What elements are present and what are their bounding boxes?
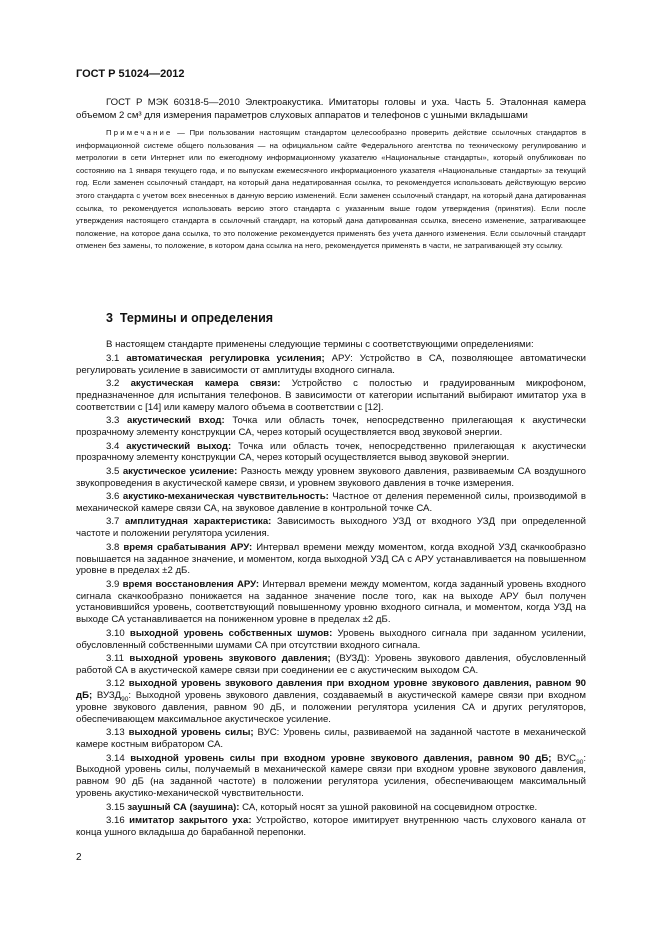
- term-number: 3.4: [106, 440, 120, 452]
- term-definition: [76, 653, 586, 677]
- term-name: время восстановления АРУ:: [122, 578, 260, 590]
- term-text: Точка или область точек, непосредственно прилегающая к акустически прозрачному элементу конструкции СА, через который осуществляется вывод звуковой энергии.: [76, 440, 586, 464]
- term-name: заушный СА (заушина):: [127, 801, 240, 813]
- term-name: выходной уровень собственных шумов:: [129, 627, 333, 639]
- term-name: имитатор закрытого уха:: [129, 814, 252, 826]
- term-definition: [76, 491, 586, 515]
- term-name: акустический вход:: [127, 415, 225, 427]
- term-name: амплитудная характеристика:: [124, 516, 272, 528]
- term-definition: [76, 727, 586, 751]
- term-name: акустический выход:: [126, 440, 232, 452]
- term-text: Уровень выходного сигнала при заданном усилении, обусловленный собственными шумами СА при отсутствии входного сигнала.: [76, 627, 587, 651]
- term-number: 3.12: [106, 678, 125, 690]
- term-subscript: 90: [576, 758, 584, 766]
- term-definition: [76, 802, 586, 814]
- term-name: выходной уровень звукового давления при входном уровне звукового давления, равном 90 дБ;: [76, 678, 586, 702]
- term-text: Интервал времени между моментом, когда входной УЗД скачкообразно повышается на заданное значение, и моментом, когда выходной УЗД СА с АРУ устанавливается на повышенном уровне в пределах ±2 дБ.: [76, 541, 586, 577]
- term-definition: [76, 378, 586, 414]
- term-number: 3.2: [106, 378, 120, 390]
- term-name: время срабатывания АРУ:: [123, 541, 253, 553]
- term-number: 3.10: [106, 627, 125, 639]
- term-number: 3.13: [106, 727, 125, 739]
- term-number: 3.3: [106, 415, 120, 427]
- term-text-cont: : Выходной уровень звукового давления, создаваемый в акустической камере связи при входном уровне звукового давления, равном 90 дБ, и положении регулятора усиления СА и других регуляторов, обеспечивающем максимальное акустическое усиление.: [76, 690, 586, 725]
- term-number: 3.11: [106, 653, 124, 665]
- term-definition: [76, 415, 586, 439]
- term-subscript: 90: [121, 696, 129, 704]
- term-text: ВУС: Уровень силы, развиваемой на заданной частоте в механической камере костным вибратором СА.: [76, 727, 587, 751]
- term-definition: [76, 542, 586, 578]
- term-text: Точка или область точек, непосредственно прилегающая к акустически прозрачному элементу конструкции СА, через который осуществляется ввод звуковой энергии.: [76, 415, 586, 439]
- term-text: Интервал времени между моментом, когда заданный уровень входного сигнала скачкообразно понижается на заданное значение после того, как на выходе АРУ был получен установившийся уровень, соответствующий повышенному уровню входного сигнала, и моментом, когда УЗД на выходе СА устанавливается на пониженном уровне в пределах ±2 дБ.: [76, 578, 587, 626]
- term-definition: [76, 516, 586, 540]
- term-definition: [76, 441, 586, 465]
- term-number: 3.9: [106, 578, 120, 590]
- running-header: ГОСТ Р 51024—2012: [76, 68, 185, 80]
- term-number: 3.14: [106, 752, 125, 764]
- term-name: акустическая камера связи:: [130, 378, 281, 390]
- term-text: Устройство с полостью и градуированным микрофоном, предназначенное для испытания телефонов. В зависимости от категории испытаний выбирают имитатор уха в соответствии с [14] или камеру малого объема в соответствии с [12].: [76, 378, 586, 413]
- term-definition: [76, 579, 586, 626]
- term-number: 3.7: [106, 516, 120, 528]
- term-text: ВУС: [551, 752, 577, 764]
- term-text: АРУ: Устройство в СА, позволяющее автоматически регулировать усиление в зависимости от амплитуды входного сигнала.: [76, 352, 587, 376]
- term-definition: [76, 466, 586, 490]
- term-text-cont: : Выходной уровень силы, получаемый в механической камере связи при входном уровне звукового давления, равном 90 дБ (на заданной частоте) в положении регулятора усиления, обеспечивающем максимальный уровень акустико-механической чувствительности.: [76, 752, 587, 800]
- note-paragraph: [76, 127, 586, 253]
- term-text: Устройство, которое имитирует внутреннюю часть слухового канала от конца ушного вкладыша до барабанной перепонки.: [76, 814, 586, 838]
- term-name: выходной уровень силы;: [128, 727, 254, 739]
- term-number: 3.16: [106, 814, 125, 826]
- section-title: Термины и определения: [119, 311, 274, 325]
- term-definition: [76, 678, 586, 725]
- note-label: Примечание: [106, 128, 173, 137]
- section-number: 3: [106, 311, 113, 325]
- term-number: 3.15: [106, 801, 125, 813]
- term-name: акустико-механическая чувствительность:: [122, 491, 329, 503]
- term-definition: [76, 753, 586, 800]
- term-name: выходной уровень силы при входном уровне звукового давления, равном 90 дБ;: [130, 752, 552, 764]
- intro-paragraph: В настоящем стандарте применены следующие термины с соответствующими определениями:: [106, 339, 534, 350]
- note-text: — При пользовании настоящим стандартом целесообразно проверить действие ссылочных стандартов в информационной системе общего пользования — на официальном сайте Федерального агентства по техническому регулированию и метрологии в сети Интернет или по ежегодному информационному указателю «Национальные стандарты», который опубликован по состоянию на 1 января текущего года, и по выпускам ежемесячного информационного указателя «Национальные стандарты» за текущий год. Если заменен ссылочный стандарт, на который дана недатированная ссылка, то рекомендуется использовать действующую версию этого стандарта с учетом всех внесенных в данную версию изменений. Если заменен ссылочный стандарт, на который дана датированная ссылка, то рекомендуется использовать версию этого стандарта с указанным выше годом утверждения (принятия). Если после утверждения настоящего стандарта в ссылочный стандарт, на который дана датированная ссылка, внесено изменение, затрагивающее положение, на которое дана ссылка, то это положение рекомендуется применять без учета данного изменения. Если ссылочный стандарт отменен без замены, то положение, в котором дана ссылка на него, рекомендуется применять в части, не затрагивающей эту ссылку.: [76, 128, 586, 251]
- term-text: (ВУЗД): Уровень звукового давления, обусловленный работой СА в акустической камере связи при соединении ее с акустическим выходом СА.: [76, 653, 586, 676]
- term-text: Разность между уровнем звукового давления, развиваемым СА воздушного звукопроведения в акустической камере связи, и уровнем звукового давления в точке измерения.: [76, 465, 586, 489]
- term-name: выходной уровень звукового давления;: [129, 653, 331, 665]
- terms-list: [76, 353, 586, 839]
- term-definition: [76, 628, 586, 652]
- page-number: 2: [76, 852, 82, 863]
- term-text: Зависимость выходного УЗД от входного УЗД при определенной частоте и положении регулятора усиления.: [76, 516, 587, 540]
- term-number: 3.6: [106, 491, 120, 503]
- term-number: 3.5: [106, 465, 120, 477]
- section-heading: [106, 311, 273, 325]
- term-text: Частное от деления переменной силы, производимой в механической камере связи СА, на звуковое давление в контрольной точке СА.: [76, 491, 587, 514]
- term-definition: [76, 815, 586, 839]
- term-text: СА, который носят за ушной раковиной на сосцевидном отростке.: [239, 801, 538, 813]
- term-number: 3.1: [106, 352, 120, 364]
- term-name: автоматическая регулировка усиления;: [126, 352, 325, 364]
- term-text: ВУЗД: [92, 690, 122, 702]
- term-number: 3.8: [106, 541, 120, 553]
- term-definition: [76, 353, 586, 377]
- definitions-body: [76, 339, 586, 840]
- term-name: акустическое усиление:: [122, 465, 238, 477]
- normative-reference: ГОСТ Р МЭК 60318-5—2010 Электроакустика. Имитаторы головы и уха. Часть 5. Эталонная камера объемом 2 см³ для измерения параметров слуховых аппаратов и телефонов с ушными вкладышами: [76, 97, 586, 121]
